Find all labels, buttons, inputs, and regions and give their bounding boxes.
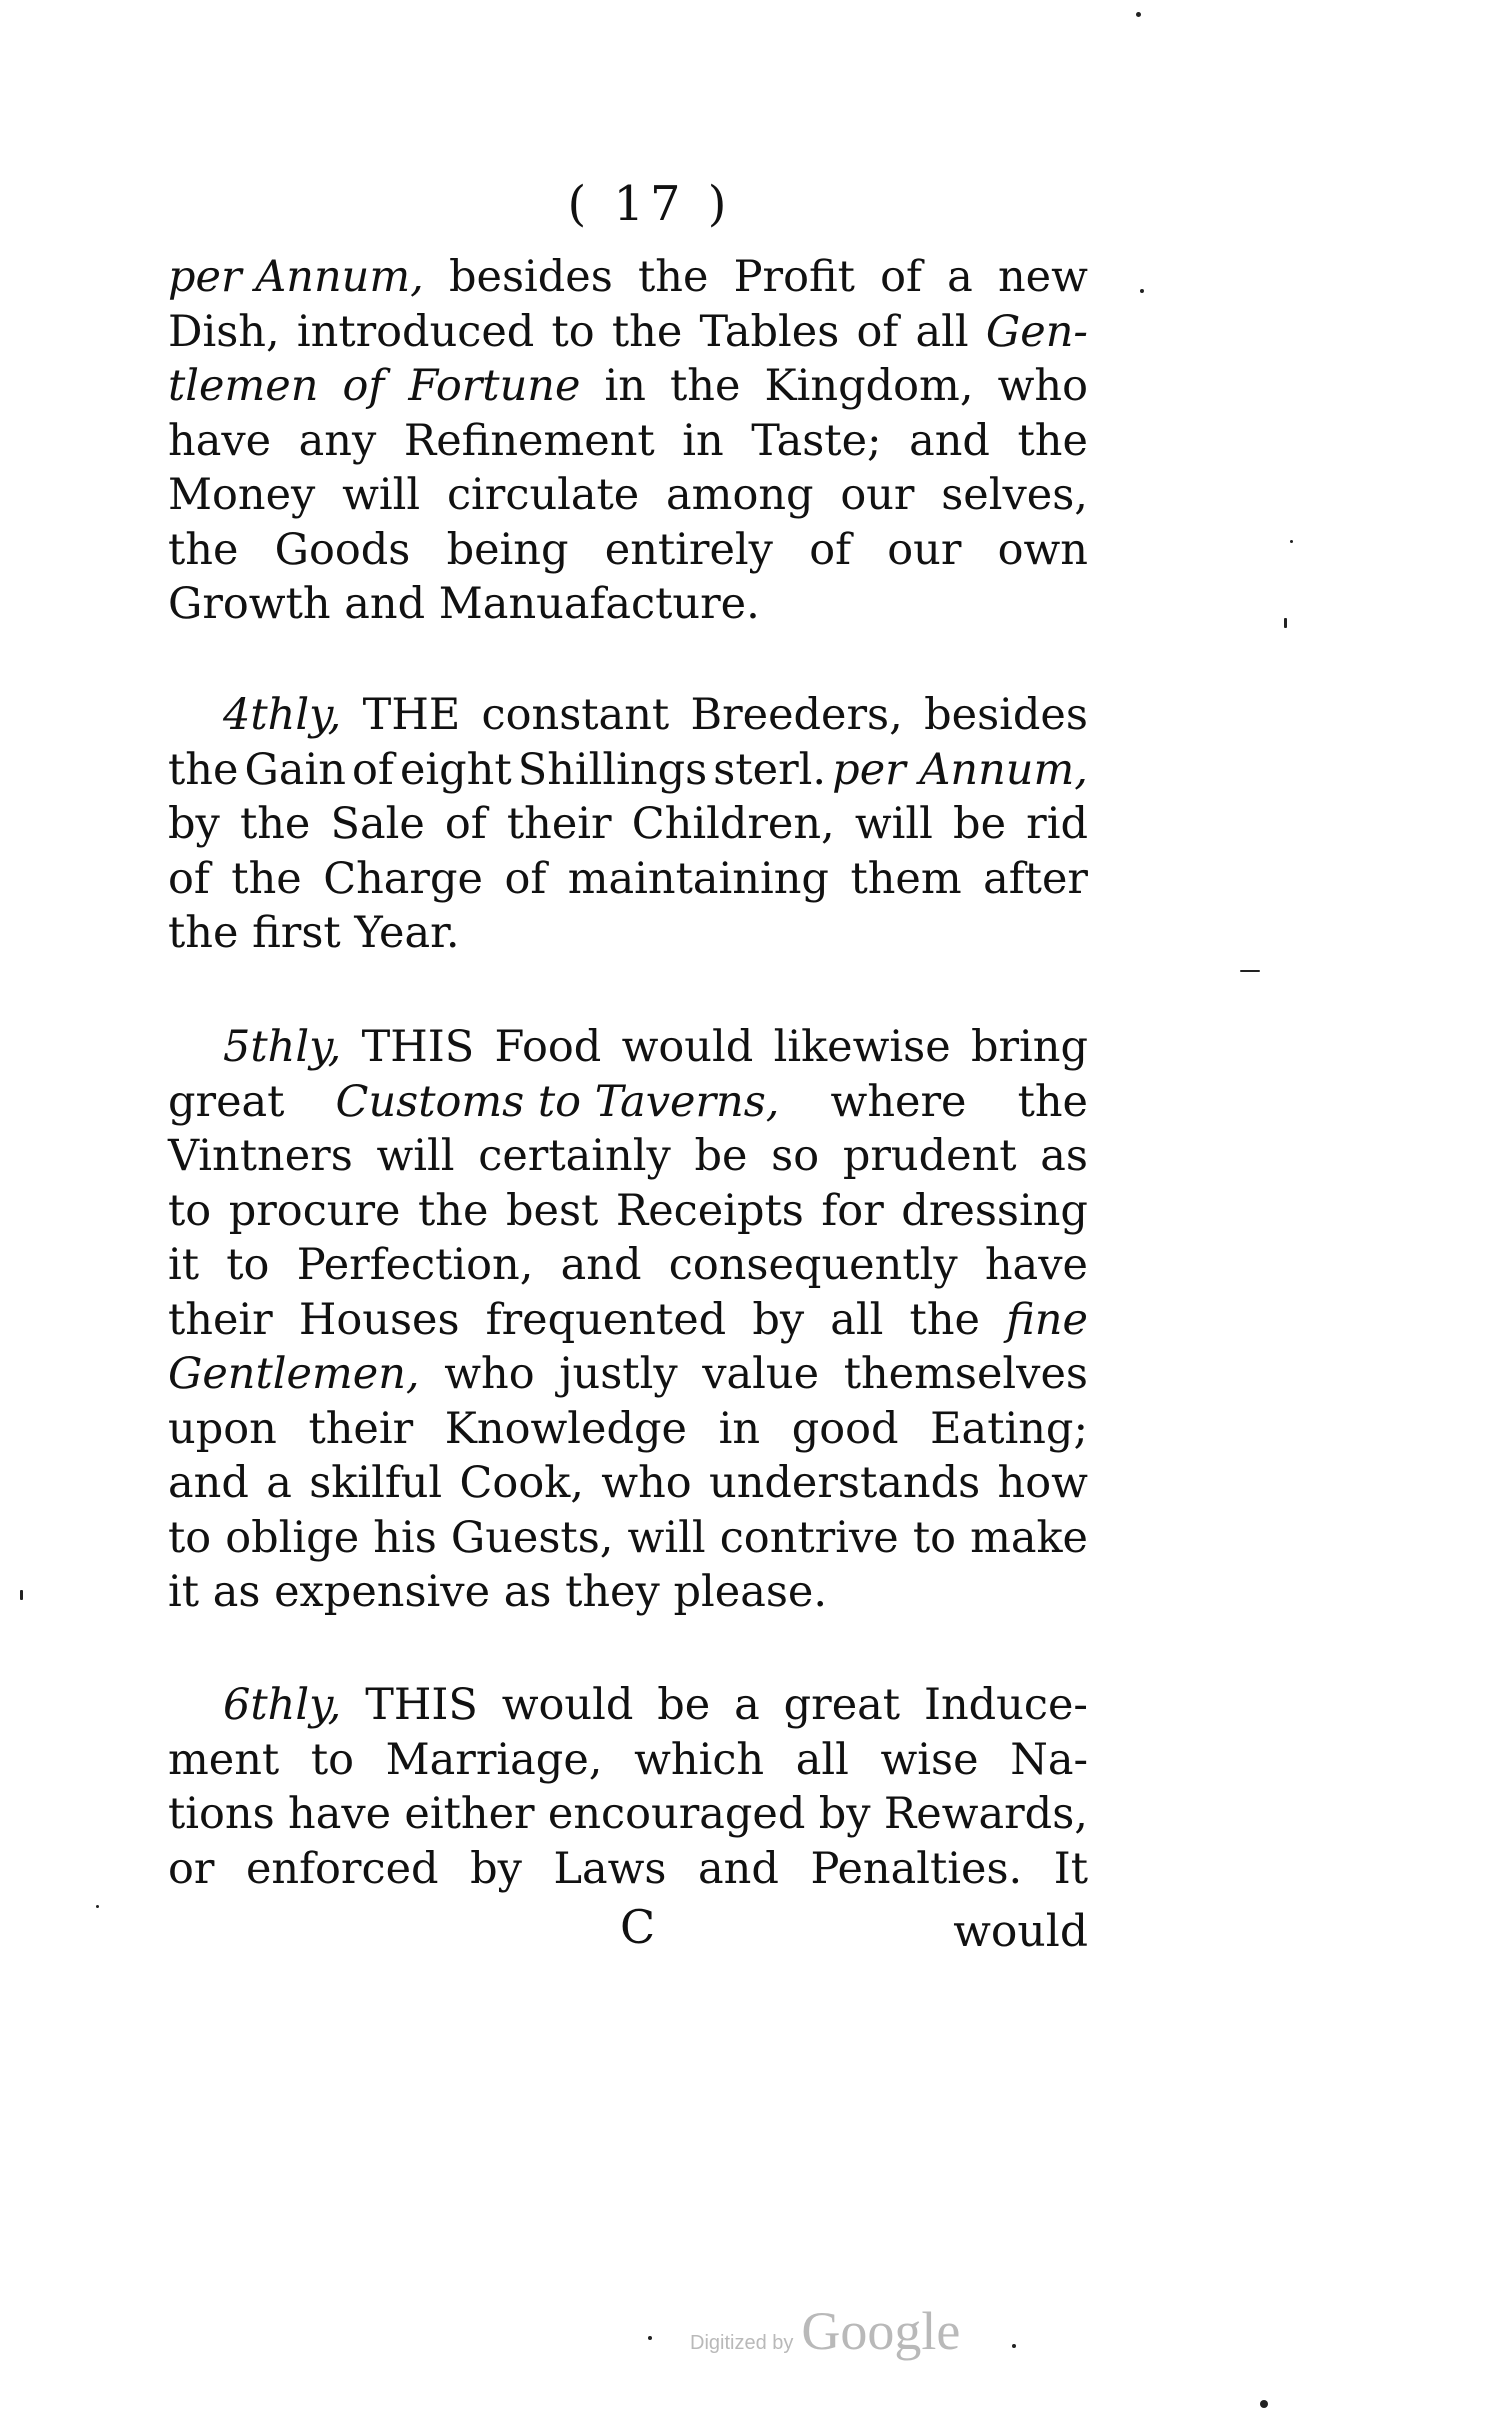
word: encouraged: [547, 1789, 806, 1839]
word: Induce-: [923, 1680, 1088, 1730]
text-line: [168, 1565, 1088, 1620]
word: of: [352, 744, 394, 795]
word: please.: [673, 1567, 828, 1617]
word: all: [830, 1294, 884, 1345]
word: our: [887, 524, 962, 575]
word: sterl.: [713, 744, 827, 795]
word: Cook,: [459, 1458, 584, 1508]
scan-speck: [96, 1905, 99, 1908]
text-line: [168, 743, 1088, 798]
word: the: [168, 744, 239, 795]
text-line: [168, 1511, 1088, 1566]
word: new: [997, 252, 1088, 302]
word: oblige: [225, 1512, 360, 1563]
word: either: [404, 1789, 535, 1839]
word: as: [212, 1567, 261, 1617]
word: be: [953, 799, 1007, 849]
word: Money: [168, 470, 316, 520]
word: introduced: [296, 306, 535, 357]
word: be: [657, 1680, 711, 1730]
scan-speck: [1136, 12, 1141, 17]
word: and: [560, 1240, 642, 1290]
word: Laws: [553, 1843, 667, 1894]
word: or: [168, 1843, 215, 1894]
word: in: [718, 1403, 761, 1454]
word: Charge: [323, 853, 483, 904]
word: Gain: [244, 744, 346, 795]
word: tlemen: [168, 361, 319, 411]
word: value: [702, 1349, 820, 1399]
word: Vintners: [168, 1131, 353, 1181]
word: per Annum,: [832, 744, 1088, 795]
text-line: [168, 577, 1088, 632]
word: so: [771, 1131, 820, 1181]
word: Perfection,: [296, 1240, 534, 1290]
word: it: [168, 1567, 200, 1617]
word: the: [168, 908, 239, 958]
word: in: [682, 415, 724, 466]
word: Gen-: [985, 306, 1088, 357]
word: who: [444, 1349, 535, 1399]
word: Goods: [274, 524, 411, 575]
word: to: [226, 1240, 270, 1290]
word: 4thly,: [223, 690, 342, 740]
scan-speck: [1260, 2400, 1268, 2408]
word: of: [504, 853, 547, 904]
word: the: [1017, 1076, 1088, 1127]
word: as: [1040, 1131, 1088, 1181]
word: Refinement: [403, 415, 655, 466]
text-line: [168, 906, 1088, 961]
word: Children,: [631, 799, 835, 849]
word: the: [638, 252, 709, 302]
word: of: [809, 524, 852, 575]
word: who: [601, 1458, 692, 1508]
text-line: [168, 468, 1088, 523]
text-line: [168, 1402, 1088, 1457]
word: how: [997, 1458, 1088, 1508]
text-line: [168, 305, 1088, 360]
signature-mark: C: [620, 1900, 656, 1954]
word: any: [298, 415, 377, 466]
word: THE: [362, 690, 461, 740]
text-line: [168, 414, 1088, 469]
word: THIS: [361, 1022, 475, 1072]
scan-speck: [1140, 289, 1144, 293]
paragraph-2: [168, 688, 1088, 961]
text-line: [168, 250, 1088, 305]
paragraph-3: [168, 1020, 1088, 1620]
word: 6thly,: [223, 1680, 342, 1730]
word: and: [698, 1843, 779, 1894]
word: Shillings: [517, 744, 708, 795]
scan-speck: [20, 1590, 23, 1600]
word: circulate: [446, 470, 640, 520]
word: their: [308, 1403, 414, 1454]
word: his: [373, 1512, 437, 1563]
word: Eating;: [930, 1403, 1088, 1454]
word: Tables: [699, 306, 840, 357]
word: would: [621, 1022, 754, 1072]
word: fine: [1006, 1294, 1088, 1345]
catchword: would: [953, 1906, 1088, 1957]
page-footer: [168, 1900, 1088, 1960]
word: great: [783, 1680, 901, 1730]
word: to: [310, 1734, 354, 1785]
text-line: [168, 359, 1088, 414]
word: a: [734, 1680, 760, 1730]
word: among: [666, 470, 814, 520]
page-number: ( 17 ): [567, 176, 733, 232]
word: besides: [924, 690, 1088, 740]
word: the: [670, 361, 741, 411]
word: who: [997, 361, 1088, 411]
word: contrive: [719, 1512, 899, 1563]
word: Year.: [354, 908, 460, 958]
word: wise: [880, 1734, 979, 1785]
paragraph-4: [168, 1678, 1088, 1896]
word: of: [856, 306, 899, 357]
word: Growth: [168, 579, 331, 629]
text-line: [168, 797, 1088, 852]
word: skilful: [309, 1458, 443, 1508]
word: prudent: [842, 1131, 1017, 1181]
word: where: [830, 1076, 967, 1127]
digitization-watermark: [690, 2300, 960, 2362]
text-line: [168, 523, 1088, 578]
text-line: [168, 1293, 1088, 1348]
word: rid: [1026, 799, 1088, 849]
word: Breeders,: [690, 690, 903, 740]
word: and: [909, 415, 990, 466]
word: Dish,: [168, 306, 280, 357]
word: as: [503, 1567, 552, 1617]
text-line: [168, 1842, 1088, 1897]
word: understands: [709, 1458, 981, 1508]
word: would: [501, 1680, 634, 1730]
word: the: [231, 853, 302, 904]
word: after: [983, 853, 1088, 904]
text-line: [168, 852, 1088, 907]
word: 5thly,: [223, 1022, 342, 1072]
word: the: [239, 799, 311, 849]
word: per Annum,: [168, 252, 424, 302]
word: them: [850, 853, 962, 904]
word: will: [854, 799, 933, 849]
word: by: [818, 1789, 871, 1839]
word: Rewards,: [883, 1789, 1088, 1839]
word: of: [168, 853, 210, 904]
paragraph-1: [168, 250, 1088, 632]
word: being: [446, 524, 569, 575]
google-logo: Google: [801, 2301, 961, 2361]
word: will: [376, 1131, 455, 1181]
word: have: [288, 1789, 392, 1839]
word: the: [611, 306, 683, 357]
word: Sale: [330, 799, 425, 849]
text-line: [168, 688, 1088, 743]
word: to: [168, 1185, 212, 1236]
word: expensive: [274, 1567, 491, 1617]
text-line: [168, 1733, 1088, 1788]
word: all: [795, 1734, 849, 1785]
word: the: [418, 1185, 489, 1236]
word: which: [634, 1734, 765, 1785]
text-line: [168, 1347, 1088, 1402]
word: first: [252, 908, 341, 958]
word: Customs to Taverns,: [335, 1076, 780, 1127]
word: procure: [228, 1185, 401, 1236]
word: to: [168, 1512, 212, 1563]
word: by: [752, 1294, 805, 1345]
text-line: [168, 1020, 1088, 1075]
word: will: [627, 1512, 706, 1563]
word: Knowledge: [444, 1403, 688, 1454]
word: a: [266, 1458, 292, 1508]
word: themselves: [843, 1349, 1088, 1399]
word: the: [1017, 415, 1088, 466]
word: selves,: [941, 470, 1088, 520]
word: by: [470, 1843, 522, 1894]
word: constant: [481, 690, 670, 740]
text-line: [168, 1678, 1088, 1733]
scan-speck: [1012, 2344, 1016, 2348]
word: own: [997, 524, 1088, 575]
scan-speck: [1284, 618, 1287, 628]
word: Na-: [1010, 1734, 1088, 1785]
text-line: [168, 1787, 1088, 1842]
word: tions: [168, 1789, 275, 1839]
text-line: [168, 1184, 1088, 1239]
word: Guests,: [450, 1512, 614, 1563]
word: of: [342, 361, 385, 411]
word: Marriage,: [385, 1734, 603, 1785]
word: for: [821, 1185, 884, 1236]
word: of: [444, 799, 487, 849]
word: of: [880, 252, 922, 302]
word: our: [840, 470, 915, 520]
word: good: [791, 1403, 899, 1454]
word: and: [168, 1458, 249, 1508]
word: Penalties.: [810, 1843, 1023, 1894]
word: Houses: [298, 1294, 460, 1345]
scan-speck: [1290, 540, 1293, 543]
word: be: [694, 1131, 748, 1181]
word: Receipts: [615, 1185, 804, 1236]
word: make: [970, 1512, 1088, 1563]
word: in: [604, 361, 646, 411]
word: certainly: [478, 1131, 671, 1181]
word: It: [1053, 1843, 1088, 1894]
word: they: [565, 1567, 660, 1617]
word: a: [947, 252, 973, 302]
word: likewise: [773, 1022, 951, 1072]
scan-speck: [1240, 970, 1260, 972]
word: by: [168, 799, 220, 849]
word: the: [168, 524, 239, 575]
word: will: [342, 470, 421, 520]
word: enforced: [245, 1843, 439, 1894]
word: to: [912, 1512, 956, 1563]
word: have: [984, 1240, 1088, 1290]
word: besides: [448, 252, 613, 302]
word: all: [915, 306, 969, 357]
word: Kingdom,: [764, 361, 974, 411]
word: bring: [970, 1022, 1088, 1072]
word: entirely: [604, 524, 773, 575]
word: Manuafacture.: [438, 579, 760, 629]
word: and: [344, 579, 426, 629]
word: eight: [399, 744, 512, 795]
text-line: [168, 1075, 1088, 1130]
word: THIS: [365, 1680, 478, 1730]
word: frequented: [485, 1294, 727, 1345]
word: great: [168, 1076, 285, 1127]
watermark-prefix: Digitized by: [690, 2332, 794, 2354]
word: have: [168, 415, 272, 466]
word: Food: [494, 1022, 602, 1072]
text-line: [168, 1129, 1088, 1184]
word: consequently: [668, 1240, 958, 1290]
scan-speck: [648, 2336, 652, 2340]
word: their: [168, 1294, 273, 1345]
word: justly: [559, 1349, 678, 1399]
word: Profit: [733, 252, 855, 302]
text-line: [168, 1456, 1088, 1511]
word: maintaining: [567, 853, 829, 904]
word: to: [551, 306, 595, 357]
word: best: [505, 1185, 599, 1236]
word: it: [168, 1240, 200, 1290]
word: Gentlemen,: [168, 1349, 420, 1399]
word: upon: [168, 1403, 277, 1454]
text-line: [168, 1238, 1088, 1293]
word: their: [506, 799, 612, 849]
word: Taste;: [751, 415, 882, 466]
word: ment: [168, 1734, 280, 1785]
word: Fortune: [408, 361, 581, 411]
word: the: [909, 1294, 980, 1345]
word: dressing: [901, 1185, 1088, 1236]
